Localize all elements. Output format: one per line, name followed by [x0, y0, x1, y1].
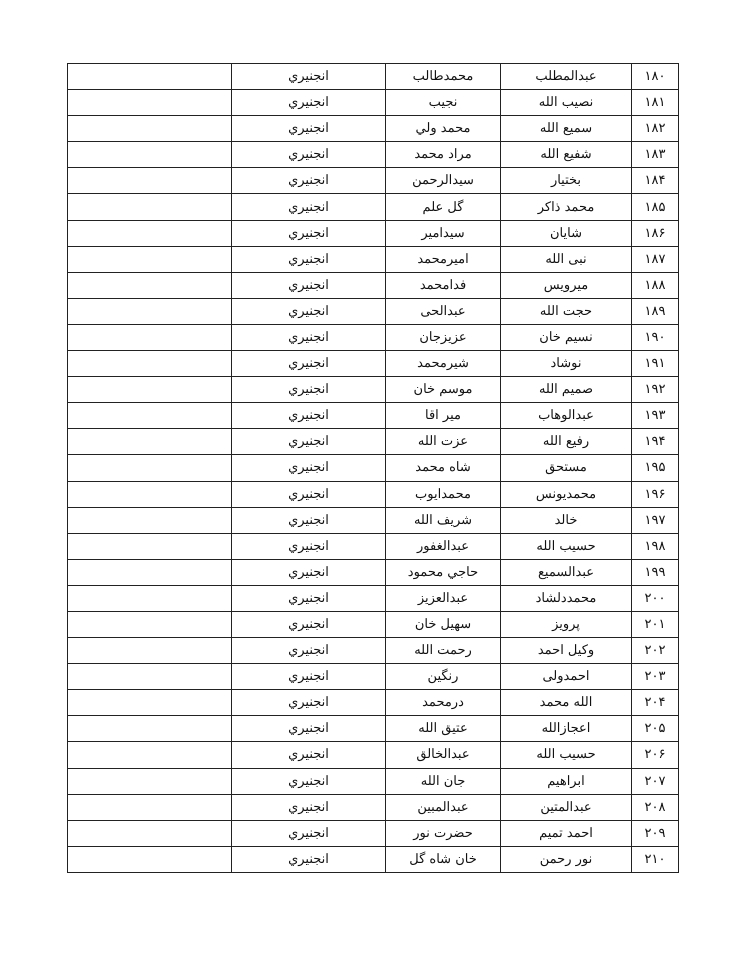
father-name: عبدالخالق: [386, 742, 501, 768]
father-name: میر اقا: [386, 403, 501, 429]
table-row: [68, 116, 679, 142]
blank-cell: [68, 90, 232, 116]
father-name: جان الله: [386, 768, 501, 794]
field-of-study: انجنیري: [232, 533, 386, 559]
row-number: ۱۹۶: [632, 481, 679, 507]
blank-cell: [68, 324, 232, 350]
blank-cell: [68, 742, 232, 768]
row-number: ۱۸۶: [632, 220, 679, 246]
row-number: ۲۰۲: [632, 638, 679, 664]
person-name: محمددلشاد: [501, 585, 632, 611]
field-of-study: انجنیري: [232, 220, 386, 246]
father-name: عزت الله: [386, 429, 501, 455]
person-name: عبدالسمیع: [501, 559, 632, 585]
field-of-study: انجنیري: [232, 716, 386, 742]
field-of-study: انجنیري: [232, 611, 386, 637]
father-name: عبدالغفور: [386, 533, 501, 559]
person-name: مستحق: [501, 455, 632, 481]
table-row: [68, 820, 679, 846]
row-number: ۱۹۴: [632, 429, 679, 455]
blank-cell: [68, 246, 232, 272]
father-name: محمدایوب: [386, 481, 501, 507]
row-number: ۲۰۶: [632, 742, 679, 768]
father-name: حضرت نور: [386, 820, 501, 846]
blank-cell: [68, 638, 232, 664]
father-name: عبدالعزیز: [386, 585, 501, 611]
row-number: ۱۸۴: [632, 168, 679, 194]
person-name: احمدولی: [501, 664, 632, 690]
table-row: [68, 846, 679, 872]
row-number: ۱۹۸: [632, 533, 679, 559]
blank-cell: [68, 846, 232, 872]
person-name: بختیار: [501, 168, 632, 194]
row-number: ۱۸۷: [632, 246, 679, 272]
field-of-study: انجنیري: [232, 64, 386, 90]
field-of-study: انجنیري: [232, 168, 386, 194]
person-name: نوشاد: [501, 351, 632, 377]
table-row: [68, 324, 679, 350]
field-of-study: انجنیري: [232, 559, 386, 585]
table-row: [68, 90, 679, 116]
field-of-study: انجنیري: [232, 116, 386, 142]
row-number: ۲۱۰: [632, 846, 679, 872]
row-number: ۲۰۹: [632, 820, 679, 846]
person-name: خالد: [501, 507, 632, 533]
field-of-study: انجنیري: [232, 690, 386, 716]
table-row: [68, 533, 679, 559]
table-row: [68, 768, 679, 794]
father-name: عزیزجان: [386, 324, 501, 350]
person-name: سمیع الله: [501, 116, 632, 142]
person-name: حسیب الله: [501, 742, 632, 768]
field-of-study: انجنیري: [232, 142, 386, 168]
row-number: ۲۰۱: [632, 611, 679, 637]
blank-cell: [68, 429, 232, 455]
father-name: امیرمحمد: [386, 246, 501, 272]
father-name: موسم خان: [386, 377, 501, 403]
field-of-study: انجنیري: [232, 638, 386, 664]
row-number: ۲۰۳: [632, 664, 679, 690]
blank-cell: [68, 611, 232, 637]
field-of-study: انجنیري: [232, 298, 386, 324]
field-of-study: انجنیري: [232, 351, 386, 377]
row-number: ۱۸۳: [632, 142, 679, 168]
table-row: [68, 168, 679, 194]
field-of-study: انجنیري: [232, 90, 386, 116]
blank-cell: [68, 272, 232, 298]
blank-cell: [68, 351, 232, 377]
father-name: نجیب: [386, 90, 501, 116]
table-row: [68, 690, 679, 716]
table-row: [68, 429, 679, 455]
father-name: مراد محمد: [386, 142, 501, 168]
field-of-study: انجنیري: [232, 324, 386, 350]
row-number: ۲۰۵: [632, 716, 679, 742]
field-of-study: انجنیري: [232, 272, 386, 298]
row-number: ۲۰۷: [632, 768, 679, 794]
field-of-study: انجنیري: [232, 246, 386, 272]
field-of-study: انجنیري: [232, 455, 386, 481]
field-of-study: انجنیري: [232, 664, 386, 690]
row-number: ۱۹۵: [632, 455, 679, 481]
person-name: عبدالمتین: [501, 794, 632, 820]
father-name: سیدالرحمن: [386, 168, 501, 194]
father-name: عتیق الله: [386, 716, 501, 742]
row-number: ۲۰۴: [632, 690, 679, 716]
row-number: ۱۸۵: [632, 194, 679, 220]
blank-cell: [68, 116, 232, 142]
roster-table: [67, 63, 679, 873]
blank-cell: [68, 768, 232, 794]
row-number: ۱۸۹: [632, 298, 679, 324]
row-number: ۱۹۷: [632, 507, 679, 533]
person-name: نسیم خان: [501, 324, 632, 350]
row-number: ۱۸۸: [632, 272, 679, 298]
person-name: حجت الله: [501, 298, 632, 324]
person-name: صمیم الله: [501, 377, 632, 403]
roster-sheet: [67, 63, 678, 873]
blank-cell: [68, 220, 232, 246]
father-name: عبدالحی: [386, 298, 501, 324]
person-name: شایان: [501, 220, 632, 246]
father-name: درمحمد: [386, 690, 501, 716]
blank-cell: [68, 664, 232, 690]
field-of-study: انجنیري: [232, 481, 386, 507]
blank-cell: [68, 820, 232, 846]
person-name: نبی الله: [501, 246, 632, 272]
table-row: [68, 611, 679, 637]
blank-cell: [68, 142, 232, 168]
blank-cell: [68, 377, 232, 403]
blank-cell: [68, 716, 232, 742]
field-of-study: انجنیري: [232, 194, 386, 220]
roster-table-body: [68, 64, 679, 873]
field-of-study: انجنیري: [232, 820, 386, 846]
table-row: [68, 403, 679, 429]
father-name: گل علم: [386, 194, 501, 220]
father-name: فدامحمد: [386, 272, 501, 298]
row-number: ۱۸۱: [632, 90, 679, 116]
row-number: ۱۹۹: [632, 559, 679, 585]
table-row: [68, 638, 679, 664]
table-row: [68, 585, 679, 611]
father-name: سیدامیر: [386, 220, 501, 246]
row-number: ۱۹۲: [632, 377, 679, 403]
father-name: سهیل خان: [386, 611, 501, 637]
field-of-study: انجنیري: [232, 585, 386, 611]
person-name: محمد ذاکر: [501, 194, 632, 220]
father-name: محمدطالب: [386, 64, 501, 90]
father-name: رنگین: [386, 664, 501, 690]
field-of-study: انجنیري: [232, 846, 386, 872]
field-of-study: انجنیري: [232, 794, 386, 820]
blank-cell: [68, 64, 232, 90]
blank-cell: [68, 507, 232, 533]
father-name: شریف الله: [386, 507, 501, 533]
table-row: [68, 664, 679, 690]
field-of-study: انجنیري: [232, 429, 386, 455]
table-row: [68, 377, 679, 403]
blank-cell: [68, 585, 232, 611]
table-row: [68, 716, 679, 742]
person-name: میرویس: [501, 272, 632, 298]
father-name: خان شاه گل: [386, 846, 501, 872]
table-row: [68, 794, 679, 820]
person-name: پرویز: [501, 611, 632, 637]
field-of-study: انجنیري: [232, 403, 386, 429]
person-name: اعجازالله: [501, 716, 632, 742]
table-row: [68, 481, 679, 507]
father-name: رحمت الله: [386, 638, 501, 664]
father-name: شاه محمد: [386, 455, 501, 481]
table-row: [68, 455, 679, 481]
father-name: عبدالمبین: [386, 794, 501, 820]
row-number: ۲۰۸: [632, 794, 679, 820]
blank-cell: [68, 298, 232, 324]
table-row: [68, 64, 679, 90]
row-number: ۱۹۰: [632, 324, 679, 350]
row-number: ۱۹۳: [632, 403, 679, 429]
table-row: [68, 272, 679, 298]
table-row: [68, 142, 679, 168]
table-row: [68, 298, 679, 324]
person-name: نصیب الله: [501, 90, 632, 116]
table-row: [68, 194, 679, 220]
field-of-study: انجنیري: [232, 768, 386, 794]
person-name: عبدالمطلب: [501, 64, 632, 90]
person-name: شفیع الله: [501, 142, 632, 168]
person-name: نور رحمن: [501, 846, 632, 872]
blank-cell: [68, 194, 232, 220]
father-name: محمد ولي: [386, 116, 501, 142]
row-number: ۱۹۱: [632, 351, 679, 377]
person-name: حسیب الله: [501, 533, 632, 559]
father-name: حاجي محمود: [386, 559, 501, 585]
blank-cell: [68, 481, 232, 507]
table-row: [68, 351, 679, 377]
blank-cell: [68, 455, 232, 481]
row-number: ۱۸۰: [632, 64, 679, 90]
blank-cell: [68, 690, 232, 716]
blank-cell: [68, 403, 232, 429]
row-number: ۱۸۲: [632, 116, 679, 142]
table-row: [68, 220, 679, 246]
person-name: ابراهیم: [501, 768, 632, 794]
person-name: عبدالوهاب: [501, 403, 632, 429]
person-name: محمدیونس: [501, 481, 632, 507]
field-of-study: انجنیري: [232, 742, 386, 768]
field-of-study: انجنیري: [232, 377, 386, 403]
person-name: الله محمد: [501, 690, 632, 716]
table-row: [68, 742, 679, 768]
blank-cell: [68, 168, 232, 194]
row-number: ۲۰۰: [632, 585, 679, 611]
blank-cell: [68, 794, 232, 820]
person-name: احمد تمیم: [501, 820, 632, 846]
blank-cell: [68, 559, 232, 585]
person-name: وکیل احمد: [501, 638, 632, 664]
father-name: شیرمحمد: [386, 351, 501, 377]
table-row: [68, 246, 679, 272]
table-row: [68, 559, 679, 585]
field-of-study: انجنیري: [232, 507, 386, 533]
person-name: رفیع الله: [501, 429, 632, 455]
table-row: [68, 507, 679, 533]
blank-cell: [68, 533, 232, 559]
